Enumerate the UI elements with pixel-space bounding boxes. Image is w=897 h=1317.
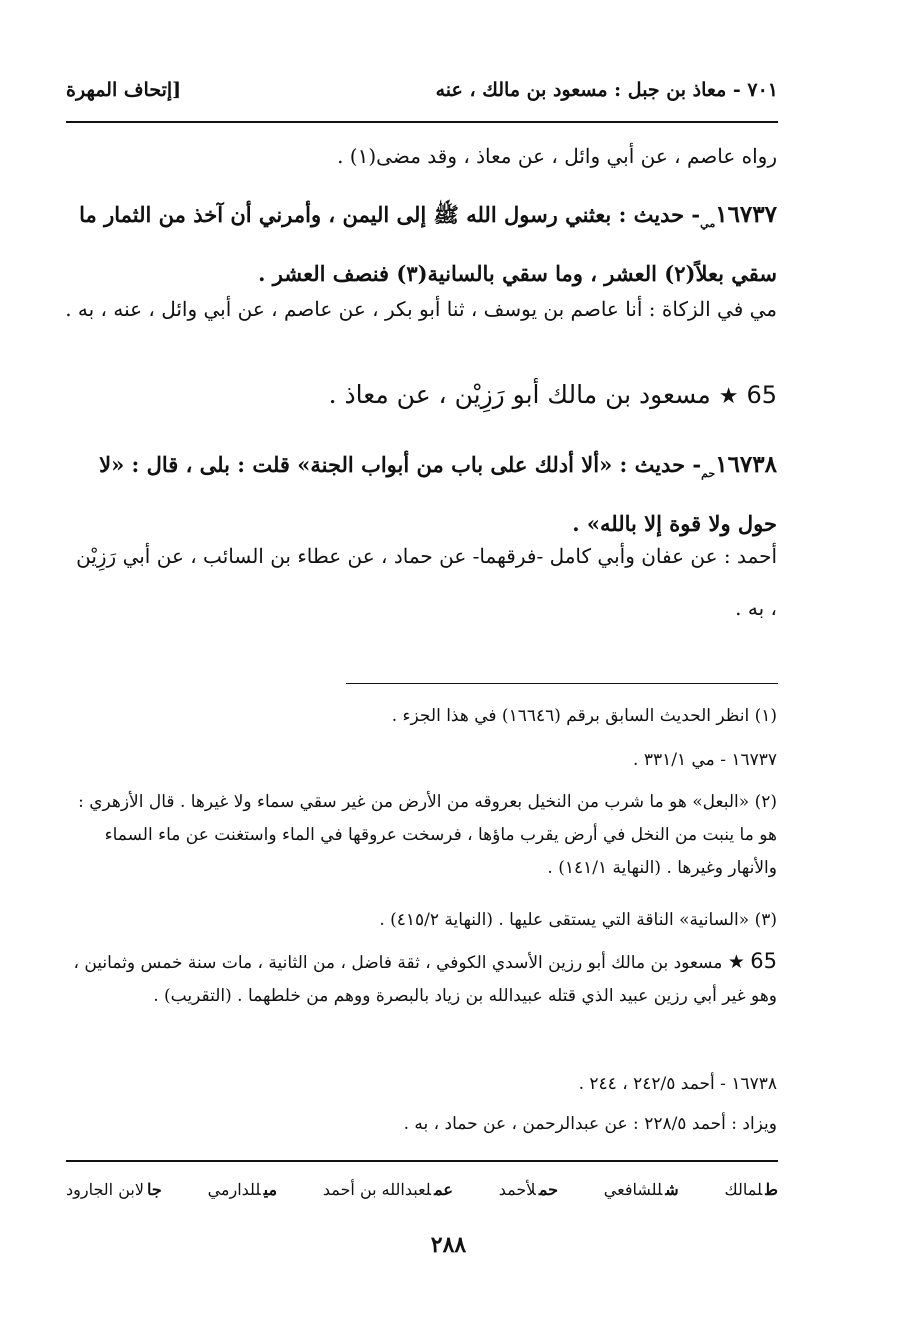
hadith-number: ١٦٧٣٨: [715, 451, 777, 478]
abbr-item: حملأحمد: [498, 1180, 558, 1199]
hadith-number: ١٦٧٣٧: [715, 201, 777, 228]
narrator-name: مسعود بن مالك أبو رَزِيْن ، عن معاذ .: [328, 380, 711, 409]
abbr-item: شللشافعي: [603, 1180, 679, 1199]
footnote-addition: ويزاد : أحمد ٢٢٨/٥ : عن عبدالرحمن ، عن حماد ، به .: [403, 1114, 777, 1134]
footnote-narrator: [65, 945, 777, 1013]
hadith-siglum: مي: [700, 217, 716, 231]
footnote-1: (١) انظر الحديث السابق برقم (١٦٦٤٦) في هذا الجزء .: [391, 706, 777, 726]
abbr-item: ميللدارمي: [207, 1180, 278, 1199]
star-icon: ★: [718, 384, 739, 409]
abbreviations-legend: [66, 1180, 778, 1199]
hadith-siglum: حم: [701, 467, 716, 481]
header-chapter-title: ٧٠١ - معاذ بن جبل : مسعود بن مالك ، عنه: [435, 79, 778, 101]
footnote-rule: [346, 683, 778, 684]
page-number: ٢٨٨: [430, 1232, 467, 1258]
footnote-3: (٣) «السانية» الناقة التي يستقى عليها . (النهاية ٤١٥/٢) .: [379, 910, 777, 930]
narrator-number: 65: [746, 381, 777, 409]
abbreviations-rule: [66, 1160, 778, 1162]
hadith-text: - حديث : «ألا أدلك على باب من أبواب الجنة» قلت : بلى ، قال : «لا حول ولا قوة إلا بالله» .: [99, 452, 777, 537]
paragraph-reference: رواه عاصم ، عن أبي وائل ، عن معاذ ، وقد مضى(١) .: [337, 144, 777, 168]
narrator-number: 65: [750, 949, 777, 973]
narrator-biography: مسعود بن مالك أبو رزين الأسدي الكوفي ، ثقة فاضل ، من الثانية ، مات سنة خمس وثمانين ، وهو غير أبي رزين عبيد الذي قتله عبيدالله بن زياد بالبصرة ووهم من خلطهما . (التقريب) .: [73, 953, 777, 1006]
running-header: [66, 70, 778, 110]
abbr-item: عملعبدالله بن أحمد: [322, 1180, 453, 1199]
paragraph-isnad-darimi: مي في الزكاة : أنا عاصم بن يوسف ، ثنا أبو بكر ، عن عاصم ، عن أبي وائل ، عنه ، به .: [65, 297, 777, 321]
paragraph-isnad-ahmad: أحمد : عن عفان وأبي كامل -فرقهما- عن حماد ، عن عطاء بن السائب ، عن أبي رَزِيْن ، به .: [76, 544, 777, 620]
narrator-heading: [65, 380, 777, 409]
abbr-item: جالابن الجارود: [66, 1180, 162, 1199]
header-book-title: [إتحاف المهرة: [66, 79, 182, 101]
footnote-2: (٢) «البعل» هو ما شرب من النخيل بعروقه من الأرض من غير سقي سماء ولا غيرها . قال الأزهري : هو ما ينبت من النخل في أرض يقرب ماؤها ، فرسخت عروقها في الماء واستغنت عن ماء السماء والأنهار وغيرها . (النهاية ١٤١/١) .: [78, 792, 777, 878]
footnote-16738-ref: ١٦٧٣٨ - أحمد ٢٤٢/٥ ، ٢٤٤ .: [578, 1074, 777, 1094]
abbr-item: طلمالك: [724, 1180, 778, 1199]
star-icon: ★: [727, 951, 745, 973]
footnote-16737-ref: ١٦٧٣٧ - مي ٣٣١/١ .: [633, 750, 777, 770]
hadith-text: - حديث : بعثني رسول الله ﷺ إلى اليمن ، وأمرني أن آخذ من الثمار ما سقي بعلاً(٢) العشر ، وما سقي بالسانية(٣) فنصف العشر .: [79, 202, 777, 287]
header-rule: [66, 121, 778, 123]
